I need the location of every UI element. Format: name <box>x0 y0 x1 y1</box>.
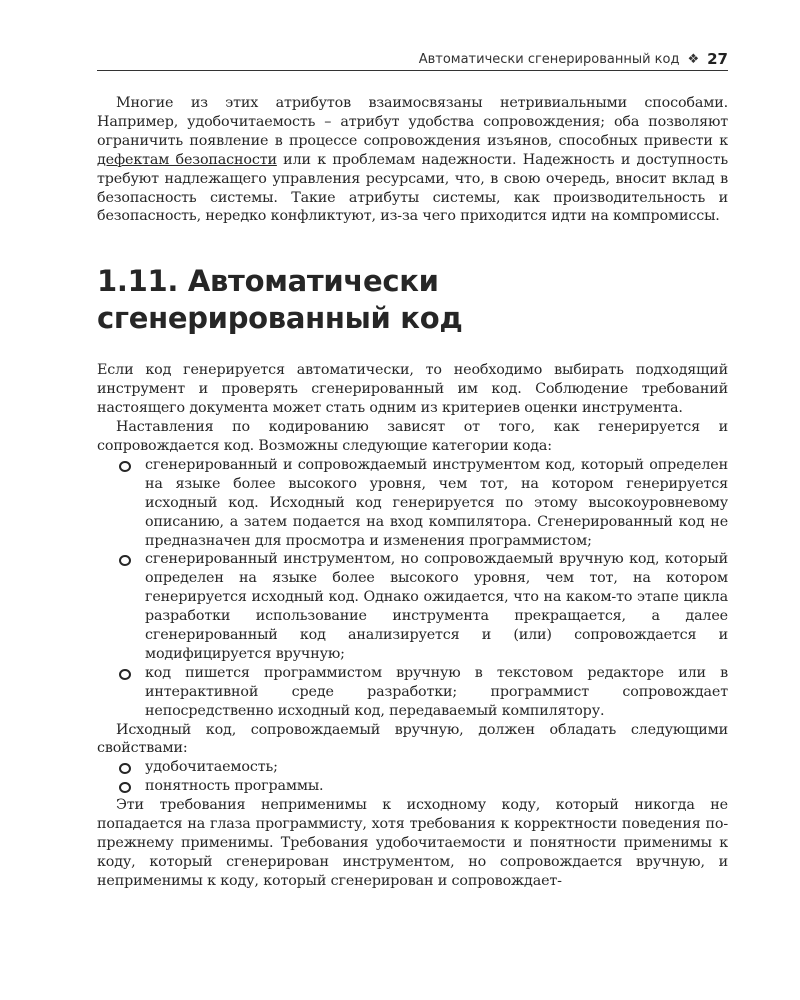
paragraph-properties-intro: Исходный код, сопровождаемый вручную, должен обладать следующими свойствами: <box>97 721 728 757</box>
running-title: Автоматически сгенерированный код <box>418 51 680 67</box>
properties-list <box>97 758 728 796</box>
circle-bullet-icon <box>119 461 131 472</box>
circle-bullet-icon <box>119 782 131 793</box>
list-item-text: удобочитаемость; <box>145 759 278 776</box>
intro-text-after-link: или к проблемам надежности. Надежность и доступность требуют надлежащего управления ресурсами, что, в свою очередь, вносит вклад в безопасность системы. Такие атрибуты системы, как производительность и безопасность, нередко конфликтуют, из-за чего приходится идти на компромиссы. <box>97 151 728 225</box>
paragraph-requirements: Эти требования неприменимы к исходному коду, который никогда не попадается на глаза программисту, хотя требования к корректности поведения по-прежнему применимы. Требования удобочитаемости и понятности применимы к коду, который сгенерирован инструментом, но сопровождается вручную, и неприменимы к коду, который сгенерирован и сопровождает- <box>97 797 728 889</box>
section-title-line-1: 1.11. Автоматически <box>97 264 439 299</box>
list-item-text: код пишется программистом вручную в текстовом редакторе или в интерактивной среде разработки; программист сопровождает непосредственно исходный код, передаваемый компилятору. <box>145 664 728 719</box>
diamond-ornament-icon: ❖ <box>687 51 700 67</box>
circle-bullet-icon <box>119 669 131 680</box>
code-categories-list <box>97 456 728 721</box>
intro-text-before-link: Многие из этих атрибутов взаимосвязаны нетривиальными способами. Например, удобочитаемость – атрибут удобства сопровождения; оба позволяют ограничить появление в процессе сопровождения изъянов, способных привести к <box>97 95 728 149</box>
security-defects-link[interactable]: дефектам безопасности <box>97 151 277 168</box>
page-number: 27 <box>707 50 728 68</box>
list-item <box>97 777 728 796</box>
paragraph-tool-choice: Если код генерируется автоматически, то необходимо выбирать подходящий инструмент и проверять сгенерированный им код. Соблюдение требований настоящего документа может стать одним из критериев оценки инструмента. <box>97 362 728 417</box>
list-item <box>97 456 728 551</box>
paragraph-code-categories-intro: Наставления по кодированию зависят от того, как генерируется и сопровождается код. Возможны следующие категории кода: <box>97 419 728 454</box>
list-item <box>97 550 728 663</box>
list-item-text: сгенерированный инструментом, но сопровождаемый вручную код, который определен на языке более высокого уровня, чем тот, на котором генерируется исходный код. Однако ожидается, что на каком-то этапе цикла разработки использование инструмента прекращается, а далее сгенерированный код анализируется и (или) сопровождается и модифицируется вручную; <box>145 551 728 662</box>
circle-bullet-icon <box>119 555 131 566</box>
section-title-line-2: сгенерированный код <box>97 301 463 336</box>
list-item <box>97 664 728 721</box>
running-header <box>97 48 728 71</box>
section-heading <box>97 263 728 337</box>
circle-bullet-icon <box>119 763 131 774</box>
page-body <box>97 94 728 891</box>
list-item <box>97 758 728 777</box>
list-item-text: сгенерированный и сопровождаемый инструментом код, который определен на языке более высокого уровня, чем тот, на котором генерируется исходный код. Исходный код генерируется по этому высокоуровневому описанию, а затем подается на вход компилятора. Сгенерированный код не предназначен для просмотра и изменения программистом; <box>145 456 728 549</box>
list-item-text: понятность программы. <box>145 778 324 795</box>
intro-paragraph <box>97 94 728 226</box>
